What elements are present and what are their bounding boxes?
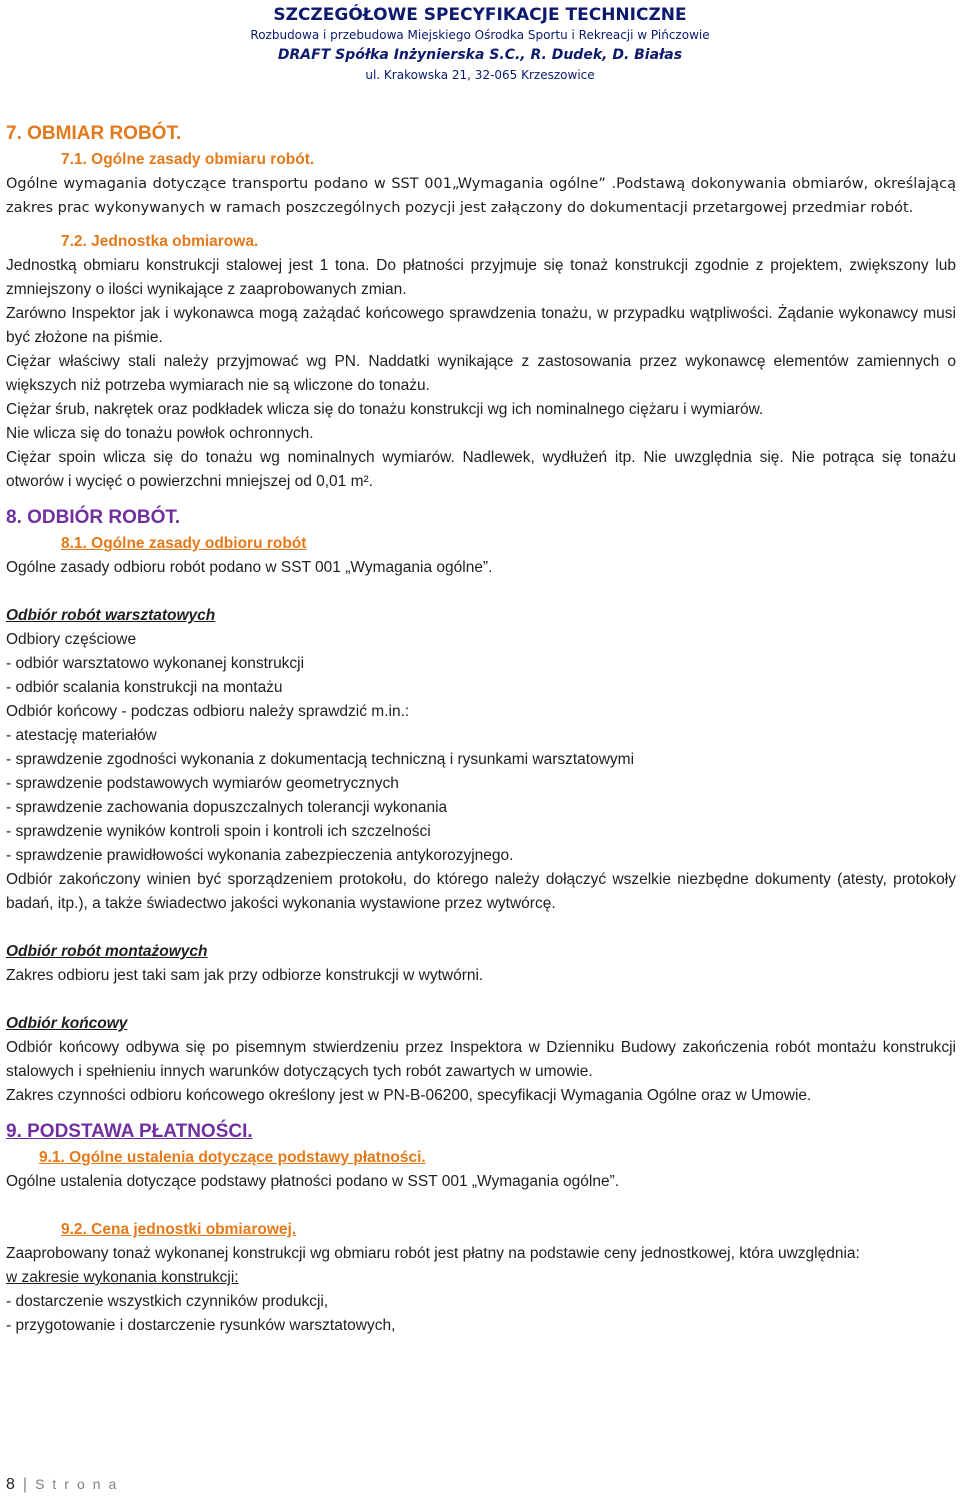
- list-item: - dostarczenie wszystkich czynników produkcji,: [6, 1293, 329, 1310]
- list-item: Odbiór końcowy - podczas odbioru należy sprawdzić m.in.:: [6, 703, 410, 720]
- assembly-acceptance-text: Zakres odbioru jest taki sam jak przy odbiorze konstrukcji w wytwórni.: [6, 967, 484, 984]
- section-7-2-text-b: Zarówno Inspektor jak i wykonawca mogą zażądać końcowego sprawdzenia tonażu, w przypadku wątpliwości. Żądanie wykonawcy musi być złożone na piśmie.: [6, 305, 956, 346]
- final-acceptance-text-2: Zakres czynności odbioru końcowego określony jest w PN-B-06200, specyfikacji Wymagania Ogólne oraz w Umowie.: [6, 1087, 812, 1104]
- page-footer: [6, 1476, 124, 1494]
- page-header: [0, 4, 960, 84]
- section-8-heading: 8. ODBIÓR ROBÓT.: [6, 507, 181, 528]
- list-item: - sprawdzenie prawidłowości wykonania zabezpieczenia antykorozyjnego.: [6, 847, 514, 864]
- assembly-acceptance-title: Odbiór robót montażowych: [6, 943, 208, 960]
- workshop-acceptance-summary: Odbiór zakończony winien być sporządzeniem protokołu, do którego należy dołączyć wszelkie niezbędne dokumenty (atesty, protokoły badań, itp.), a także świadectwo jakości wykonania wystawione przez wytwórcę.: [6, 871, 956, 912]
- section-9-2-heading: 9.2. Cena jednostki obmiarowej.: [61, 1221, 297, 1238]
- section-7-heading: 7. OBMIAR ROBÓT.: [6, 123, 182, 144]
- footer-separator: |: [22, 1476, 28, 1493]
- section-7-1-text: Ogólne wymagania dotyczące transportu podano w SST 001„Wymagania ogólne” .Podstawą dokonywania obmiarów, określającą zakres prac wykonywanych w ramach poszczególnych pozycji jest załączony do dokumentacji przetargowej przedmiar robót.: [6, 176, 956, 216]
- section-7-2-text-a: Jednostką obmiaru konstrukcji stalowej jest 1 tona. Do płatności przyjmuje się tonaż konstrukcji zgodnie z projektem, zwiększony lub zmniejszony o ilości wynikające z zaaprobowanych zmian.: [6, 257, 956, 298]
- section-7-2-text-e: Nie wlicza się do tonażu powłok ochronnych.: [6, 425, 314, 442]
- list-item: - odbiór scalania konstrukcji na montażu: [6, 679, 283, 696]
- list-item: - odbiór warsztatowo wykonanej konstrukcji: [6, 655, 305, 672]
- document-title: SZCZEGÓŁOWE SPECYFIKACJE TECHNICZNE: [273, 5, 687, 25]
- section-8-1-heading: 8.1. Ogólne zasady odbioru robót: [61, 535, 307, 552]
- section-7-2-text-d: Ciężar śrub, nakrętek oraz podkładek wlicza się do tonażu konstrukcji wg ich nominalnego ciężaru i wymiarów.: [6, 401, 764, 418]
- list-item: - sprawdzenie wyników kontroli spoin i kontroli ich szczelności: [6, 823, 431, 840]
- list-item: - sprawdzenie zachowania dopuszczalnych tolerancji wykonania: [6, 799, 448, 816]
- section-7-1-heading: 7.1. Ogólne zasady obmiaru robót.: [61, 151, 315, 168]
- list-item: - sprawdzenie zgodności wykonania z dokumentacją techniczną i rysunkami warsztatowymi: [6, 751, 635, 768]
- list-item: - sprawdzenie podstawowych wymiarów geometrycznych: [6, 775, 399, 792]
- section-9-2-text: Zaaprobowany tonaż wykonanej konstrukcji wg obmiaru robót jest płatny na podstawie ceny jednostkowej, która uwzględnia:: [6, 1245, 860, 1262]
- section-7-2-heading: 7.2. Jednostka obmiarowa.: [61, 233, 259, 250]
- company-name: DRAFT Spółka Inżynierska S.C., R. Dudek, D. Białas: [277, 47, 683, 63]
- list-item: - atestację materiałów: [6, 727, 157, 744]
- page-label: Strona: [35, 1476, 125, 1492]
- final-acceptance-title: Odbiór końcowy: [6, 1015, 128, 1032]
- section-7-2-text-c: Ciężar właściwy stali należy przyjmować wg PN. Naddatki wynikające z zastosowania przez wykonawcę elementów zamiennych o większych niż potrzeba wymiarach nie są wliczone do tonażu.: [6, 353, 956, 394]
- company-address: ul. Krakowska 21, 32-065 Krzeszowice: [365, 68, 595, 82]
- document-body: [6, 120, 956, 1338]
- list-item: - przygotowanie i dostarczenie rysunków warsztatowych,: [6, 1317, 396, 1334]
- list-item: Odbiory częściowe: [6, 631, 137, 648]
- workshop-acceptance-title: Odbiór robót warsztatowych: [6, 607, 216, 624]
- section-9-heading: 9. PODSTAWA PŁATNOŚCI.: [6, 1121, 253, 1142]
- section-9-1-heading: 9.1. Ogólne ustalenia dotyczące podstawy płatności.: [39, 1149, 426, 1166]
- project-name: Rozbudowa i przebudowa Miejskiego Ośrodka Sportu i Rekreacji w Pińczowie: [250, 28, 710, 42]
- section-8-1-text: Ogólne zasady odbioru robót podano w SST 001 „Wymagania ogólne”.: [6, 559, 493, 576]
- scope-title: w zakresie wykonania konstrukcji:: [6, 1269, 239, 1286]
- final-acceptance-text-1: Odbiór końcowy odbywa się po pisemnym stwierdzeniu przez Inspektora w Dzienniku Budowy zakończenia robót montażu konstrukcji stalowych i spełnieniu innych warunków dotyczących tych robót zawartych w umowie.: [6, 1039, 956, 1080]
- section-7-2-text-f: Ciężar spoin wlicza się do tonażu wg nominalnych wymiarów. Nadlewek, wydłużeń itp. Nie uwzględnia się. Nie potrąca się tonażu otworów i wycięć o powierzchni mniejszej od 0,01 m².: [6, 449, 956, 490]
- section-9-1-text: Ogólne ustalenia dotyczące podstawy płatności podano w SST 001 „Wymagania ogólne”.: [6, 1173, 620, 1190]
- page-number: 8: [6, 1476, 15, 1493]
